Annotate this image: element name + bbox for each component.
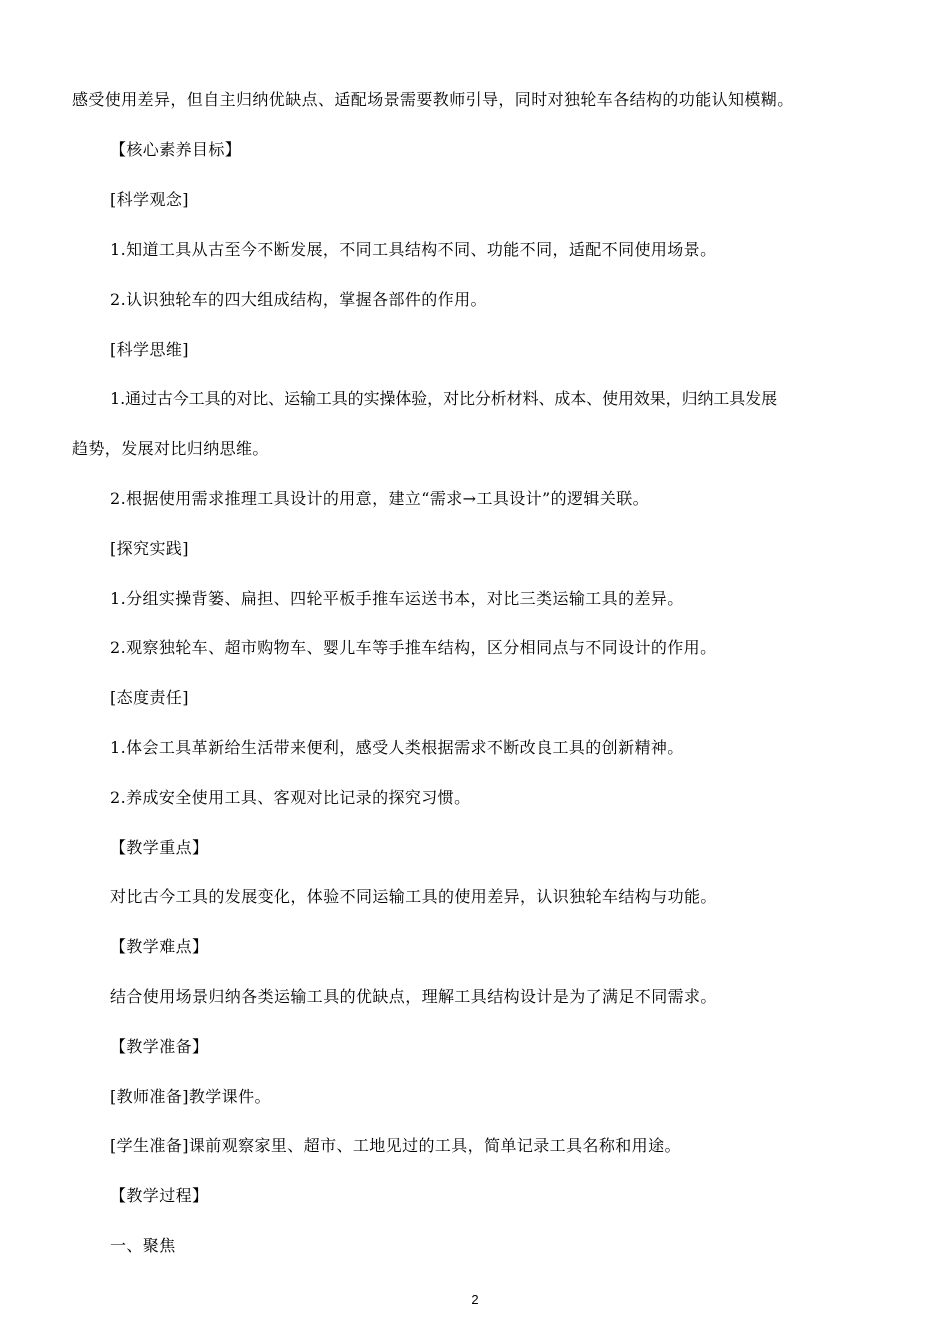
- subsection-heading: [态度责任]: [110, 688, 189, 707]
- text-line: 1.通过古今工具的对比、运输工具的实操体验，对比分析材料、成本、使用效果，归纳工具发展: [110, 389, 777, 408]
- text-line: 2.认识独轮车的四大组成结构，掌握各部件的作用。: [110, 290, 487, 309]
- section-heading: 【核心素养目标】: [110, 140, 242, 159]
- subsection-heading: [探究实践]: [110, 539, 189, 558]
- text-line: 1.体会工具革新给生活带来便利，感受人类根据需求不断改良工具的创新精神。: [110, 738, 684, 757]
- section-heading: 【教学难点】: [110, 937, 209, 956]
- page-number: 2: [471, 1292, 479, 1307]
- text-line: 2.根据使用需求推理工具设计的用意，建立“需求→工具设计”的逻辑关联。: [110, 489, 650, 508]
- text-line: 2.观察独轮车、超市购物车、婴儿车等手推车结构，区分相同点与不同设计的作用。: [110, 638, 717, 657]
- text-line: 1.分组实操背篓、扁担、四轮平板手推车运送书本，对比三类运输工具的差异。: [110, 589, 684, 608]
- text-line: 感受使用差异，但自主归纳优缺点、适配场景需要教师引导，同时对独轮车各结构的功能认知模糊。: [72, 90, 794, 109]
- text-line: [学生准备]课前观察家里、超市、工地见过的工具，简单记录工具名称和用途。: [110, 1136, 681, 1155]
- section-heading: 【教学重点】: [110, 838, 209, 857]
- subsection-heading: [科学思维]: [110, 340, 189, 359]
- subsection-heading: [科学观念]: [110, 190, 189, 209]
- text-line: 结合使用场景归纳各类运输工具的优缺点，理解工具结构设计是为了满足不同需求。: [110, 987, 717, 1006]
- text-line: 对比古今工具的发展变化，体验不同运输工具的使用差异，认识独轮车结构与功能。: [110, 887, 717, 906]
- text-line: 趋势，发展对比归纳思维。: [72, 439, 269, 458]
- section-heading: 【教学过程】: [110, 1186, 209, 1205]
- text-line: 2.养成安全使用工具、客观对比记录的探究习惯。: [110, 788, 471, 807]
- text-line: 1.知道工具从古至今不断发展，不同工具结构不同、功能不同，适配不同使用场景。: [110, 240, 717, 259]
- text-line: 一、聚焦: [110, 1236, 176, 1255]
- section-heading: 【教学准备】: [110, 1037, 209, 1056]
- text-line: [教师准备]教学课件。: [110, 1087, 271, 1106]
